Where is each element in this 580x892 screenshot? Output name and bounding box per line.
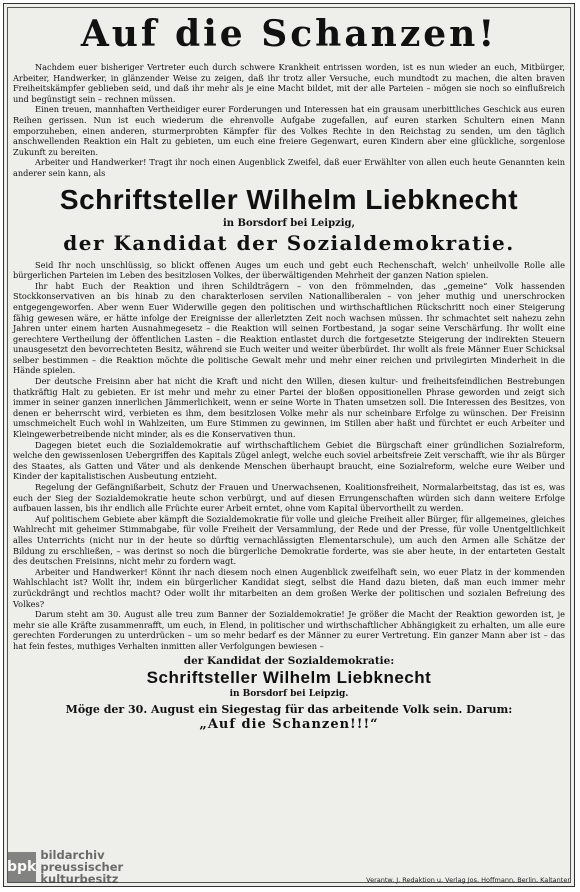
poster-title: Auf die Schanzen! bbox=[80, 13, 498, 55]
paragraph-6: Der deutsche Freisinn aber hat nicht die Kraft und nicht den Willen, diesen kultur- und freiheitsfeindlichen Bestrebungen thatkräftig Halt zu gebieten. Er ist mehr und mehr zu einer Partei der bloßen oppositionellen Phrase geworden und zeigt sich immer in seiner ganzen innerlichen Jämmerlichkeit, wenn er seine Worte in Thaten umsetzen soll. Die Interessen des Besitzes, von denen er beherrscht wird, verbieten es ihm, dem besitzlosen Volke mehr als nur scheinbare Erfolge zu wünschen. Der Freisinn umschmeichelt Euch wohl in Wahlzeiten, um Eure Stimmen zu gewinnen, im Stillen aber haßt und fürchtet er euch Arbeiter und Kleingewerbetreibende nicht minder, als es die Konservativen thun. bbox=[13, 376, 565, 440]
paragraph-11: Darum steht am 30. August alle treu zum Banner der Sozialdemokratie! Je größer die Macht der Reaktion geworden ist, je mehr sie alle Kräfte zusammenrafft, um euch, in Elend, in politischer und wirthschaftlicher Abhängigkeit zu erhalten, um alle eure gerechten Forderungen zu unterdrücken – um so mehr bedarf es der Männer zu eurer Vertretung. Ein ganzer Mann aber ist – das hat fein festes, muthiges Verhalten inmitten aller Verfolgungen bewiesen – bbox=[13, 609, 565, 651]
watermark-text: bildarchiv preussischer kulturbesitz bbox=[40, 848, 124, 886]
footer-candidate-place: in Borsdorf bei Leipzig. bbox=[229, 688, 349, 699]
paragraph-9: Auf politischem Gebiete aber kämpft die Sozialdemokratie für volle und gleiche Freiheit aller Bürger, für allgemeines, gleiches Wahlrecht mit geheimer Stimmabgabe, für volle Freiheit der Versammlung, der Rede und der Presse, für volle Unentgeltlichkeit alles Unterrichts (nicht nur in der heute so dürftig vernachlässigten Elementarschule), um auch den Armen alle Schätze der Bildung zu erschließen, – was derinst so noch die bürgerliche Demokratie forderte, was sie aber heute, in der entarteten Gestalt des deutschen Freisinns, nicht mehr zu fordern wagt. bbox=[13, 513, 565, 567]
paragraph-2: Einen treuen, mannhaften Vertheidiger eurer Forderungen und Interessen hat ein grausam unerbittliches Geschick aus euren Reihen gerissen. Nun ist euch wiederum die ehrenvolle Aufgabe zugefallen, auf euren starken Schultern einen Mann emporzuheben, einen anderen, sturmerprobten Kämpfer für des Volkes Rechte in den Reichstag zu senden, um den täglich anschwellenden Reaktion ein Halt zu gebieten, um euch eine freiere Gegenwart, euren Kindern aber eine glückliche, sorgenlose Zukunft zu bereiten. bbox=[13, 104, 565, 157]
paragraph-7: Dagegen bietet euch die Sozialdemokratie auf wirthschaftlichem Gebiet die Bürgschaft einer gründlichen Sozialreform, welche den gewissenlosen Uebergriffen des Kapitals Zügel anlegt, welche euch soviel arbeitsfreie Zeit verschafft, wie ihr als Bürger des Staates, als Gatten und Väter und als denkende Menschen überhaupt braucht, eine Sozialreform, welche eure Weiber und Kinder der kapitalistischen Ausbeutung entzieht. bbox=[13, 439, 565, 482]
footer-battle-cry: „Auf die Schanzen!!!“ bbox=[199, 716, 379, 732]
footer-candidate-name: Schriftsteller Wilhelm Liebknecht bbox=[146, 667, 432, 687]
paragraph-1: Nachdem euer bisheriger Vertreter euch durch schwere Krankheit entrissen worden, ist es nun wieder an euch, Mitbürger, Arbeiter, Handwerker, in glänzender Weise zu zeigen, daß ihr trotz aller Versuche, euch mundtodt zu machen, die alten braven Freiheitskämpfer geblieben seid, und daß ihr mehr als je eine Macht bildet, mit der alle Parteien – mögen sie noch so einflußreich und begünstigt sein – rechnen müssen. bbox=[13, 62, 565, 104]
watermark-logo: bpk bbox=[7, 852, 36, 882]
paragraph-3: Arbeiter und Handwerker! Tragt ihr noch einen Augenblick Zweifel, daß euer Erwählter von allen euch heute Genannten kein anderer sein kann, als bbox=[13, 157, 565, 178]
candidate-place: in Borsdorf bei Leipzig, bbox=[222, 217, 356, 229]
candidate-party: der Kandidat der Sozialdemokratie. bbox=[63, 230, 515, 255]
footer-candidate-label: der Kandidat der Sozialdemokratie: bbox=[183, 654, 395, 667]
paragraph-10: Arbeiter und Handwerker! Könnt ihr nach diesem noch einen Augenblick zweifelhaft sein, wo euer Platz in der kommenden Wahlschlacht ist? Wollt ihr, indem ein bürgerlicher Kandidat siegt, selbst die Hand dazu bieten, daß man euch immer mehr zurückdrängt und rechtlos macht? Oder wollt ihr mitarbeiten an dem großen Werke der politischen und sozialen Befreiung des Volkes? bbox=[13, 566, 565, 609]
paragraph-8: Regelung der Gefängnißarbeit, Schutz der Frauen und Unerwachsenen, Koalitionsfreiheit, Normalarbeitstag, das ist es, was euch der Sieg der Sozialdemokratie heute schon verbürgt, und auf diesen Errungenschaften würden sich dann weitere Erfolge aufbauen lassen, bis ihr endlich alle Früchte eurer Arbeit erntet, ohne vom Kapital übervortheilt zu werden. bbox=[13, 482, 565, 514]
paragraph-4: Seid Ihr noch unschlüssig, so blickt offenen Auges um euch und gebt euch Rechenschaft, welch' unheilvolle Rolle alle bürgerlichen Parteien im Leben des besitzlosen Volkes, der überwältigenden Mehrheit der ganzen Nation spielen. bbox=[13, 259, 565, 281]
paragraph-5: Ihr habt Euch der Reaktion und ihren Schildträgern – von den frömmelnden, das „gemeine“ Volk hassenden Stockkonservativen an bis hinab zu den charakterlosen servilen Nationalliberalen – von jeher muthig und unerschrocken entgegengeworfen. Aber wenn Euer Widerwille gegen den politischen und wirthschaftlichen Rückschritt noch einer Steigerung fähig gewesen wäre, er hätte infolge der Ereignisse der allerletzten Zeit noch wachsen müssen. Ihr schmachtet seit nahezu zehn Jahren unter einem harten Ausnahmegesetz – die Reaktion will seinen Fortbestand, ja sogar seine Verschärfung. Ihr wollt eine gerechtere Vertheilung der öffentlichen Lasten – die Reaktion entlastet durch die fortgesetzte Steigerung der indirekten Steuern unausgesetzt den bevorrechteten Besitz, während sie Euch weiter und weiter überbürdet. Ihr wollt als freie Männer Euer Schicksal selber bestimmen – die Reaktion möchte die politische Gewalt mehr und mehr einer reichen und privilegirten Minderheit in die Hände spielen. bbox=[13, 280, 565, 376]
watermark bbox=[7, 850, 157, 884]
poster-sheet bbox=[3, 3, 575, 887]
candidate-name: Schriftsteller Wilhelm Liebknecht bbox=[59, 183, 519, 215]
printer-imprint: Verantw. J. Redaktion u. Verlag Jos. Hoffmann, Berlin, Kaltanter bbox=[366, 876, 570, 884]
footer-call-to-action: Möge der 30. August ein Siegestag für das arbeitende Volk sein. Darum: bbox=[65, 702, 513, 716]
poster-content bbox=[13, 12, 565, 878]
